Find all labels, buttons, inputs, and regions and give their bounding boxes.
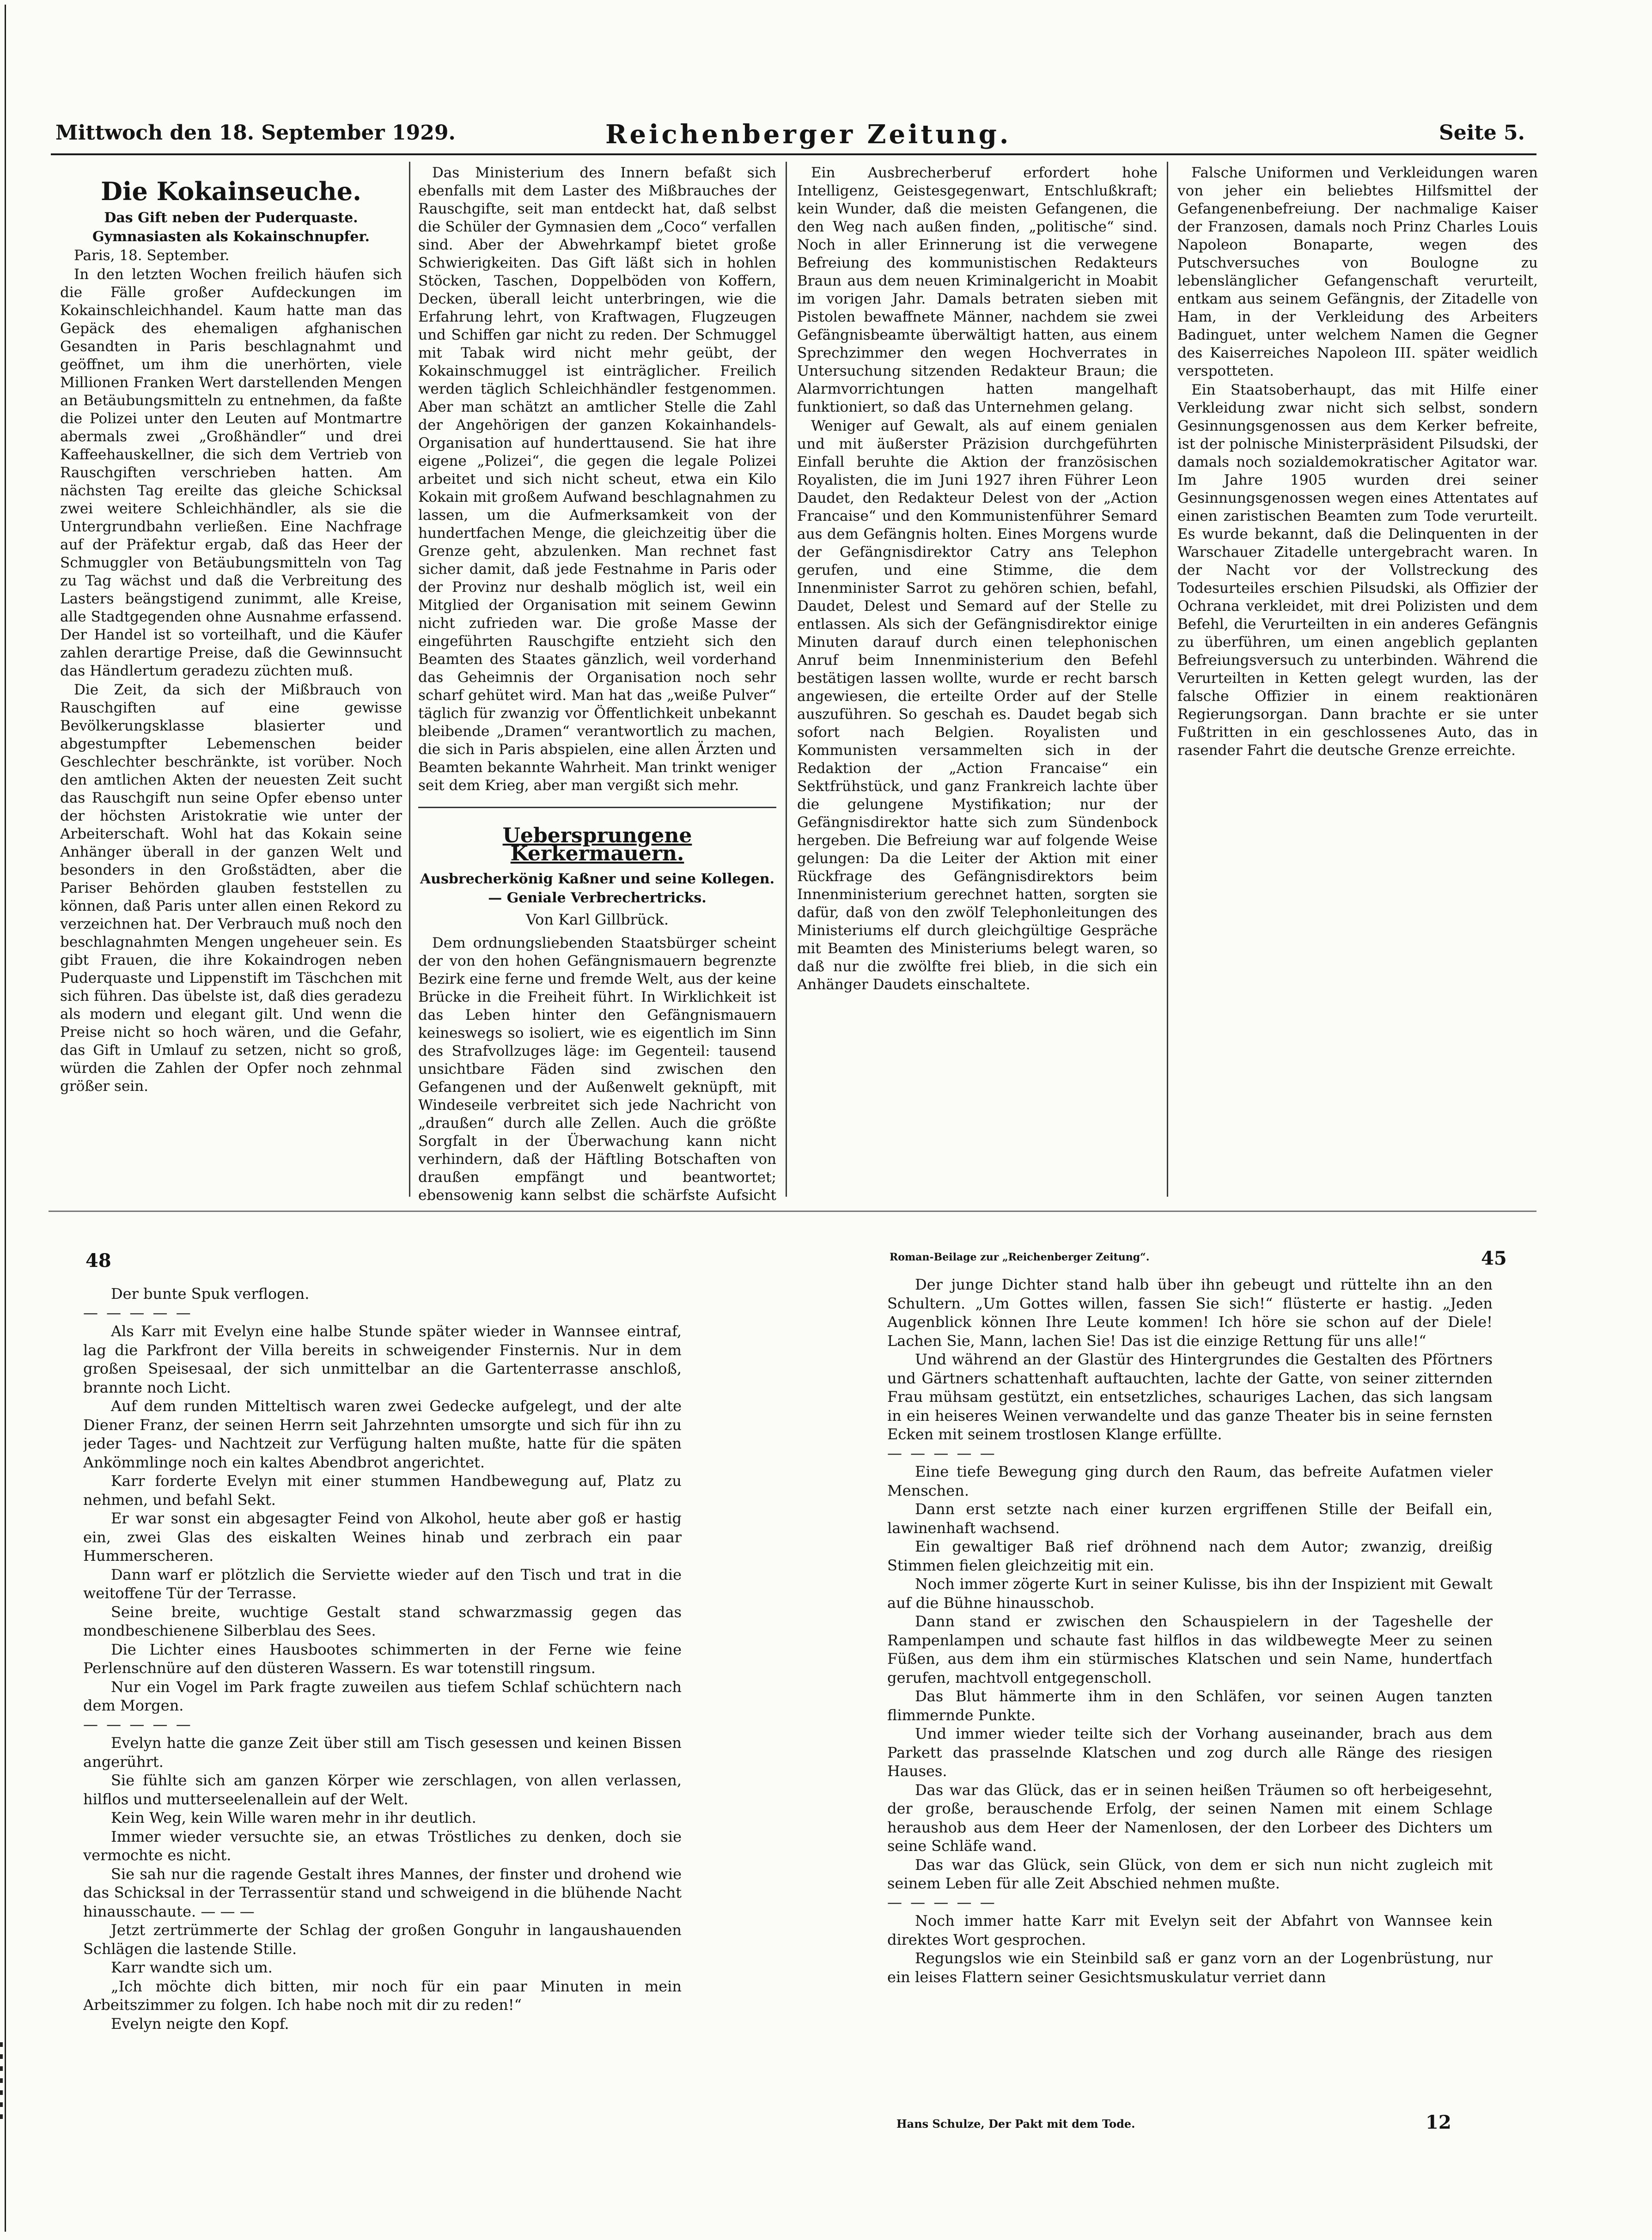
margin-marks [0, 2042, 3, 2125]
novel-paragraph: Sie sah nur die ragende Gestalt ihres Mannes, der finster und drohend wie das Schicksal in der Terrassentür stand und schweigend in die blühende Nacht hinausschaute. — — — [83, 1865, 682, 1920]
article-author: Von Karl Gillbrück. [525, 911, 669, 928]
article-subtitle: Gymnasiasten als Kokainschnupfer. [92, 229, 370, 245]
novel-paragraph: Nur ein Vogel im Park fragte zuweilen aus tiefem Schlaf schüchtern nach dem Morgen. [83, 1678, 682, 1714]
novel-page-number: 48 [85, 1250, 111, 1272]
column-4 [1177, 164, 1538, 1204]
novel-paragraph: Er war sonst ein abgesagter Feind von Alkohol, heute aber goß er hastig ein, zwei Glas des eiskalten Weines hinab und zerbrach ein paar Hummerscheren. [83, 1510, 682, 1564]
column-rule [786, 162, 787, 1197]
header-page-number: Seite 5. [1439, 121, 1525, 145]
novel-paragraph: Die Lichter eines Hausbootes schimmerten in der Ferne wie feine Perlenschnüre auf den düsteren Wassern. Es war totenstill ringsum. [83, 1640, 682, 1677]
article-title: Die Kokainseuche. [101, 177, 361, 206]
novel-paragraph: Immer wieder versuchte sie, an etwas Tröstliches zu denken, doch sie vermochte es nicht. [83, 1827, 682, 1864]
novel-paragraph: Dann erst setzte nach einer kurzen ergriffenen Stille der Beifall ein, lawinenhaft wachsend. [887, 1500, 1493, 1537]
article-separator [418, 807, 776, 808]
novel-page-number: 45 [1481, 1248, 1507, 1269]
section-divider [49, 1211, 1536, 1212]
novel-paragraph: Auf dem runden Mitteltisch waren zwei Gedecke aufgelegt, und der alte Diener Franz, der seinen Herrn seit Jahrzehnten umsorgte und sich für ihn zu jeder Tages- und Nachtzeit zur Verfügung halten mußte, hatte für die späten Ankömmlinge noch ein kaltes Abendbrot angerichtet. [83, 1397, 682, 1471]
novel-paragraph: Und immer wieder teilte sich der Vorhang auseinander, brach aus dem Parkett das prasselnde Klatschen und zog durch alle Ränge des riesigen Hauses. [887, 1725, 1493, 1780]
article-paragraph: Weniger auf Gewalt, als auf einem genialen und mit äußerster Präzision durchgeführten Einfall beruhte die Aktion der französischen Royalisten, die im Juni 1927 ihren Führer Leon Daudet, den Redakteur Delest von der „Action Francaise“ und den Kommunistenführer Semard aus dem Gefängnis holten. Eines Morgens wurde der Gefängnisdirektor Catry ans Telephon gerufen, und eine Stimme, die dem Innenminister Sarrot zu gehören schien, befahl, Daudet, Delest und Semard auf der Stelle zu entlassen. Als sich der Gefängnisdirektor einige Minuten darauf durch einen telephonischen Anruf beim Innenministerium den Befehl bestätigen lassen wollte, wurde er recht barsch angewiesen, die erteilte Order auf der Stelle auszuführen. So geschah es. Daudet begab sich sofort nach Belgien. Royalisten und Kommunisten versammelten sich in der Redaktion der „Action Francaise“ ein Sektfrühstück, und ganz Frankreich lachte über die gelungene Mystifikation; nur der Gefängnisdirektor hatte sich zum Sündenbock hergeben. Die Befreiung war auf folgende Weise gelungen: Da die Leiter der Aktion mit einer Rückfrage des Gefängnisdirektors beim Innenministerium gerechnet hatten, sorgten sie dafür, daß von den zwölf Telephonleitungen des Ministeriums elf durch gleichgültige Gespräche mit Beamten des Ministeriums belegt waren, so daß nur die zwölfte frei blieb, in die sich ein Anhänger Daudets einschaltete. [797, 418, 1158, 993]
novel-paragraph: Karr wandte sich um. [111, 1959, 273, 1976]
article-subtitle: — Geniale Verbrechertricks. [488, 890, 707, 906]
column-rule [409, 162, 410, 1197]
novel-paragraph: Noch immer hatte Karr mit Evelyn seit der Abfahrt von Wannsee kein direktes Wort gesprochen. [887, 1912, 1493, 1948]
article-paragraph: In den letzten Wochen freilich häufen sich die Fälle großer Aufdeckungen im Kokainschleichhandel. Kaum hatte man das Gepäck des ehemaligen afghanischen Gesandten in Paris beschlagnahmt und geöffnet, um ihm die unerhörten, viele Millionen Franken Wert darstellenden Mengen an Betäubungsmitteln zu entnehmen, da faßte die Polizei unter den Leuten auf Montmartre abermals zwei „Großhändler“ und drei Kaffeehauskellner, die sich dem Vertrieb von Rauschgiften verschrieben hatten. Am nächsten Tag ereilte das gleiche Schicksal zwei weitere Schleichhändler, als sie die Untergrundbahn verließen. Eine Nachfrage auf der Präfektur ergab, daß das Heer der Schmuggler von Betäubungsmitteln von Tag zu Tag wächst und daß die Verbreitung des Lasters beängstigend zunimmt, alle Kreise, alle Stadtgegenden ohne Ausnahme erfassend. Der Handel ist so vorteilhaft, und die Käufer zahlen derartige Preise, daß die Gewinnsucht das Händlertum geradezu züchten muß. [60, 266, 402, 679]
novel-paragraph: Evelyn neigte den Kopf. [111, 2015, 289, 2033]
novel-footer: Hans Schulze, Der Pakt mit dem Tode. [896, 2117, 1135, 2130]
novel-signature-number: 12 [1426, 2112, 1451, 2133]
novel-paragraph: Und während an der Glastür des Hintergrundes die Gestalten des Pförtners und Gärtners schattenhaft auftauchten, lachte der Gatte, von seiner zitternden Frau mühsam gestützt, ein entsetzliches, schauriges Lachen, das sich langsam in ein heiseres Weinen verwandelte und das ganze Theater bis in seine fernsten Ecken mit seinem trostlosen Klange erfüllte. [887, 1351, 1493, 1443]
novel-paragraph: Dann stand er zwischen den Schauspielern in der Tageshelle der Rampenlampen und schaute fast hilflos in das wildbewegte Meer zu seinen Füßen, aus dem ihm ein stürmisches Klatschen und sein Name, hundertfach gerufen, machtvoll entgegenscholl. [887, 1613, 1493, 1686]
novel-paragraph: Das Blut hämmerte ihm in den Schläfen, vor seinen Augen tanzten flimmernde Punkte. [887, 1687, 1493, 1724]
novel-separator: — — — — — [83, 1715, 193, 1733]
novel-paragraph: Das war das Glück, sein Glück, von dem er sich nun nicht zugleich mit seinem Leben für alle Zeit Abschied nehmen mußte. [887, 1856, 1493, 1892]
novel-paragraph: Sie fühlte sich am ganzen Körper wie zerschlagen, von allen verlassen, hilflos und mutterseelenallein auf der Welt. [83, 1771, 682, 1808]
article-paragraph: Ein Staatsoberhaupt, das mit Hilfe einer Verkleidung zwar nicht sich selbst, sondern Gesinnungsgenossen aus dem Kerker befreite, ist der polnische Ministerpräsident Pilsudski, der damals noch sozialdemokratischer Agitator war. Im Jahre 1905 wurden drei seiner Gesinnungsgenossen wegen eines Attentates auf einen zaristischen Beamten zum Tode verurteilt. Es wurde bekannt, daß die Delinquenten in der Warschauer Zitadelle untergebracht waren. In der Nacht vor der Vollstreckung des Todesurteiles erschien Pilsudski, als Offizier der Ochrana verkleidet, mit drei Polizisten und dem Befehl, die Verurteilten in ein anderes Gefängnis zu überführen, um einen angeblich geplanten Befreiungsversuch zu unterbinden. Während die Verurteilten in Ketten gelegt wurden, las der falsche Offizier in einem reaktionären Regierungsorgan. Dann brachte er sie unter Fußtritten in ein geschlossenes Auto, das in rasender Fahrt die deutsche Grenze erreichte. [1177, 382, 1538, 759]
supplement-label: Roman-Beilage zur „Reichenberger Zeitung“. [890, 1251, 1150, 1263]
novel-separator: — — — — — [887, 1893, 997, 1911]
novel-right-text [887, 1275, 1493, 2093]
novel-paragraph: Kein Weg, kein Wille waren mehr in ihr deutlich. [111, 1809, 476, 1826]
novel-paragraph: Dann warf er plötzlich die Serviette wieder auf den Tisch und trat in die weitoffene Tür der Terrasse. [83, 1565, 682, 1602]
novel-separator: — — — — — [83, 1303, 193, 1321]
article-dateline: Paris, 18. September. [74, 247, 230, 264]
column-3 [797, 164, 1158, 1204]
article-subtitle: Das Gift neben der Puderquaste. [104, 210, 358, 226]
novel-left-text [83, 1284, 682, 2116]
novel-paragraph: Karr forderte Evelyn mit einer stummen Handbewegung auf, Platz zu nehmen, und befahl Sekt. [83, 1472, 682, 1509]
novel-paragraph: Seine breite, wuchtige Gestalt stand schwarzmassig gegen das mondbeschienene Silberblau des Sees. [83, 1603, 682, 1639]
novel-paragraph: „Ich möchte dich bitten, mir noch für ein paar Minuten in mein Arbeitszimmer zu folgen. Ich habe noch mit dir zu reden!“ [83, 1977, 682, 2014]
novel-paragraph: Regungslos wie ein Steinbild saß er ganz vorn an der Logenbrüstung, nur ein leises Flattern seiner Gesichtsmuskulatur verriet dann [887, 1949, 1493, 1986]
novel-paragraph: Eine tiefe Bewegung ging durch den Raum, das befreite Aufatmen vieler Menschen. [887, 1463, 1493, 1499]
column-rule [1167, 162, 1168, 1197]
novel-paragraph: Als Karr mit Evelyn eine halbe Stunde später wieder in Wannsee eintraf, lag die Parkfront der Villa bereits in schweigender Finsternis. Nur in dem großen Speisesaal, der sich unmittelbar an die Gartenterrasse anschloß, brannte noch Licht. [83, 1322, 682, 1396]
novel-paragraph: Evelyn hatte die ganze Zeit über still am Tisch gesessen und keinen Bissen angerührt. [83, 1734, 682, 1771]
header-date: Mittwoch den 18. September 1929. [55, 121, 456, 145]
article-subtitle: Ausbrecherkönig Kaßner und seine Kollegen. [420, 871, 775, 887]
article-paragraph: Das Ministerium des Innern befaßt sich ebenfalls mit dem Laster des Mißbrauches der Rauschgifte, seit man entdeckt hat, daß selbst die Schüler der Gymnasien dem „Coco“ verfallen sind. Aber der Abwehrkampf bietet große Schwierigkeiten. Das Gift läßt sich in hohlen Stöcken, Taschen, Doppelböden von Koffern, Decken, überall leicht unterbringen, wie die Erfahrung lehrt, von Kraftwagen, Flugzeugen und Schiffen gar nicht zu reden. Der Schmuggel mit Tabak wird nicht mehr geübt, der Kokainschmuggel ist einträglicher. Freilich werden täglich Schleichhändler festgenommen. Aber man schätzt an amtlicher Stelle die Zahl der Angehörigen der ganzen Kokainhandels-Organisation auf hunderttausend. Sie hat ihre eigene „Polizei“, die gegen die legale Polizei arbeitet und sich nicht scheut, etwa ein Kilo Kokain mit großem Aufwand beschlagnahmen zu lassen, um die Aufmerksamkeit von der hundertfachen Menge, die gleichzeitig über die Grenze geht, abzulenken. Man rechnet fast sicher damit, daß jede Festnahme in Paris oder der Provinz nur deshalb möglich ist, weil ein Mitglied der Organisation mit seinem Gewinn nicht zufrieden war. Die große Masse der eingeführten Rauschgifte entzieht sich den Beamten des Staates gänzlich, weil vorderhand das Geheimnis der Organisation noch sehr scharf gehütet wird. Man hat das „weiße Pulver“ täglich für zwanzig vor Öffentlichkeit unbekannt bleibende „Dramen“ verantwortlich zu machen, die sich in Paris abspielen, eine allen Ärzten und Beamten bekannte Wahrheit. Man trinkt weniger seit dem Krieg, aber man vergißt sich mehr. [418, 164, 776, 794]
article-paragraph: Dem ordnungsliebenden Staatsbürger scheint der von den hohen Gefängnismauern begrenzte Bezirk eine ferne und fremde Welt, aus der keine Brücke in die Freiheit führt. In Wirklichkeit ist das Leben hinter den Gefängnismauern keineswegs so isoliert, wie es eigentlich im Sinn des Strafvollzuges läge: im Gegenteil: tausend unsichtbare Fäden sind zwischen den Gefangenen und der Außenwelt geknüpft, mit Windeseile verbreitet sich jede Nachricht von „draußen“ durch alle Zellen. Auch die größte Sorgfalt in der Überwachung kann nicht verhindern, daß der Häftling Botschaften von draußen empfängt und beantwortet; ebensowenig kann selbst die schärfste Aufsicht [418, 935, 776, 1204]
novel-paragraph: Ein gewaltiger Baß rief dröhnend nach dem Autor; zwanzig, dreißig Stimmen fielen gleichzeitig mit ein. [887, 1538, 1493, 1574]
article-paragraph: Die Zeit, da sich der Mißbrauch von Rauschgiften auf eine gewisse Bevölkerungsklasse blasierter und abgestumpfter Lebemenschen beider Geschlechter beschränkte, ist vorüber. Noch den amtlichen Akten der neuesten Zeit sucht das Rauschgift nun seine Opfer ebenso unter der höchsten Aristokratie wie unter der Arbeiterschaft. Wohl hat das Kokain seine Anhänger überall in der ganzen Welt und besonders in den Großstädten, aber die Pariser Behörden glauben feststellen zu können, daß Paris unter allen einen Rekord zu verzeichnen hat. Der Verbrauch muß noch den beschlagnahmten Mengen ungeheuer sein. Es gibt Frauen, die ihre Kokaindrogen neben Puderquaste und Lippenstift im Täschchen mit sich führen. Das übelste ist, daß dies geradezu als modern und elegant gilt. Und wenn die Preise nicht so hoch wären, und die Gefahr, das Gift in Umlauf zu setzen, nicht so groß, würden die Zahlen der Opfer noch zehnmal größer sein. [60, 682, 402, 1095]
novel-paragraph: Der junge Dichter stand halb über ihn gebeugt und rüttelte ihn an den Schultern. „Um Gottes willen, fassen Sie sich!“ flüsterte er hastig. „Jeden Augenblick können Ihre Leute kommen! Ich höre sie schon auf der Diele! Lachen Sie, Mann, lachen Sie! Das ist die einzige Rettung für uns alle!“ [887, 1276, 1493, 1350]
newspaper-title: Reichenberger Zeitung. [605, 119, 1012, 150]
novel-paragraph: Der bunte Spuk verflogen. [111, 1285, 310, 1303]
column-1 [60, 164, 402, 1204]
header-rule [51, 153, 1536, 155]
novel-paragraph: Jetzt zertrümmerte der Schlag der großen Gonguhr in langaushauenden Schlägen die lastende Stille. [83, 1921, 682, 1958]
article-title: Uebersprungene Kerkermauern. [502, 824, 692, 865]
novel-paragraph: Noch immer zögerte Kurt in seiner Kulisse, bis ihn der Inspizient mit Gewalt auf die Bühne hinausschob. [887, 1575, 1493, 1612]
novel-separator: — — — — — [887, 1444, 997, 1462]
article-paragraph: Ein Ausbrecherberuf erfordert hohe Intelligenz, Geistesgegenwart, Entschlußkraft; kein Wunder, daß die meisten Gefangenen, die den Weg nach außen finden, „politische“ sind. Noch in aller Erinnerung ist die verwegene Befreiung des kommunistischen Redakteurs Braun aus dem neuen Kriminalgericht in Moabit im vorigen Jahr. Damals betraten sieben mit Pistolen bewaffnete Männer, nachdem sie zwei Gefängnisbeamte überwältigt hatten, aus einem Sprechzimmer den wegen Hochverrates in Untersuchung sitzenden Redakteur Braun; die Alarmvorrichtungen hatten mangelhaft funktioniert, so daß das Unternehmen gelang. [797, 164, 1158, 415]
column-2 [418, 164, 776, 1204]
novel-paragraph: Das war das Glück, das er in seinen heißen Träumen so oft herbeigesehnt, der große, berauschende Erfolg, der seinen Namen mit einem Schlage heraushob aus dem Heer der Namenlosen, der den Lorbeer des Dichters um seine Schläfe wand. [887, 1781, 1493, 1855]
article-paragraph: Falsche Uniformen und Verkleidungen waren von jeher ein beliebtes Hilfsmittel der Gefangenenbefreiung. Der nachmalige Kaiser der Franzosen, damals noch Prinz Charles Louis Napoleon Bonaparte, wegen des Putschversuches von Boulogne zu lebenslänglicher Gefangenschaft verurteilt, entkam aus seinem Gefängnis, der Zitadelle von Ham, in der Verkleidung des Arbeiters Badinguet, unter welchem Namen die Gegner des Kaiserreiches Napoleon III. später weidlich verspotteten. [1177, 164, 1538, 379]
